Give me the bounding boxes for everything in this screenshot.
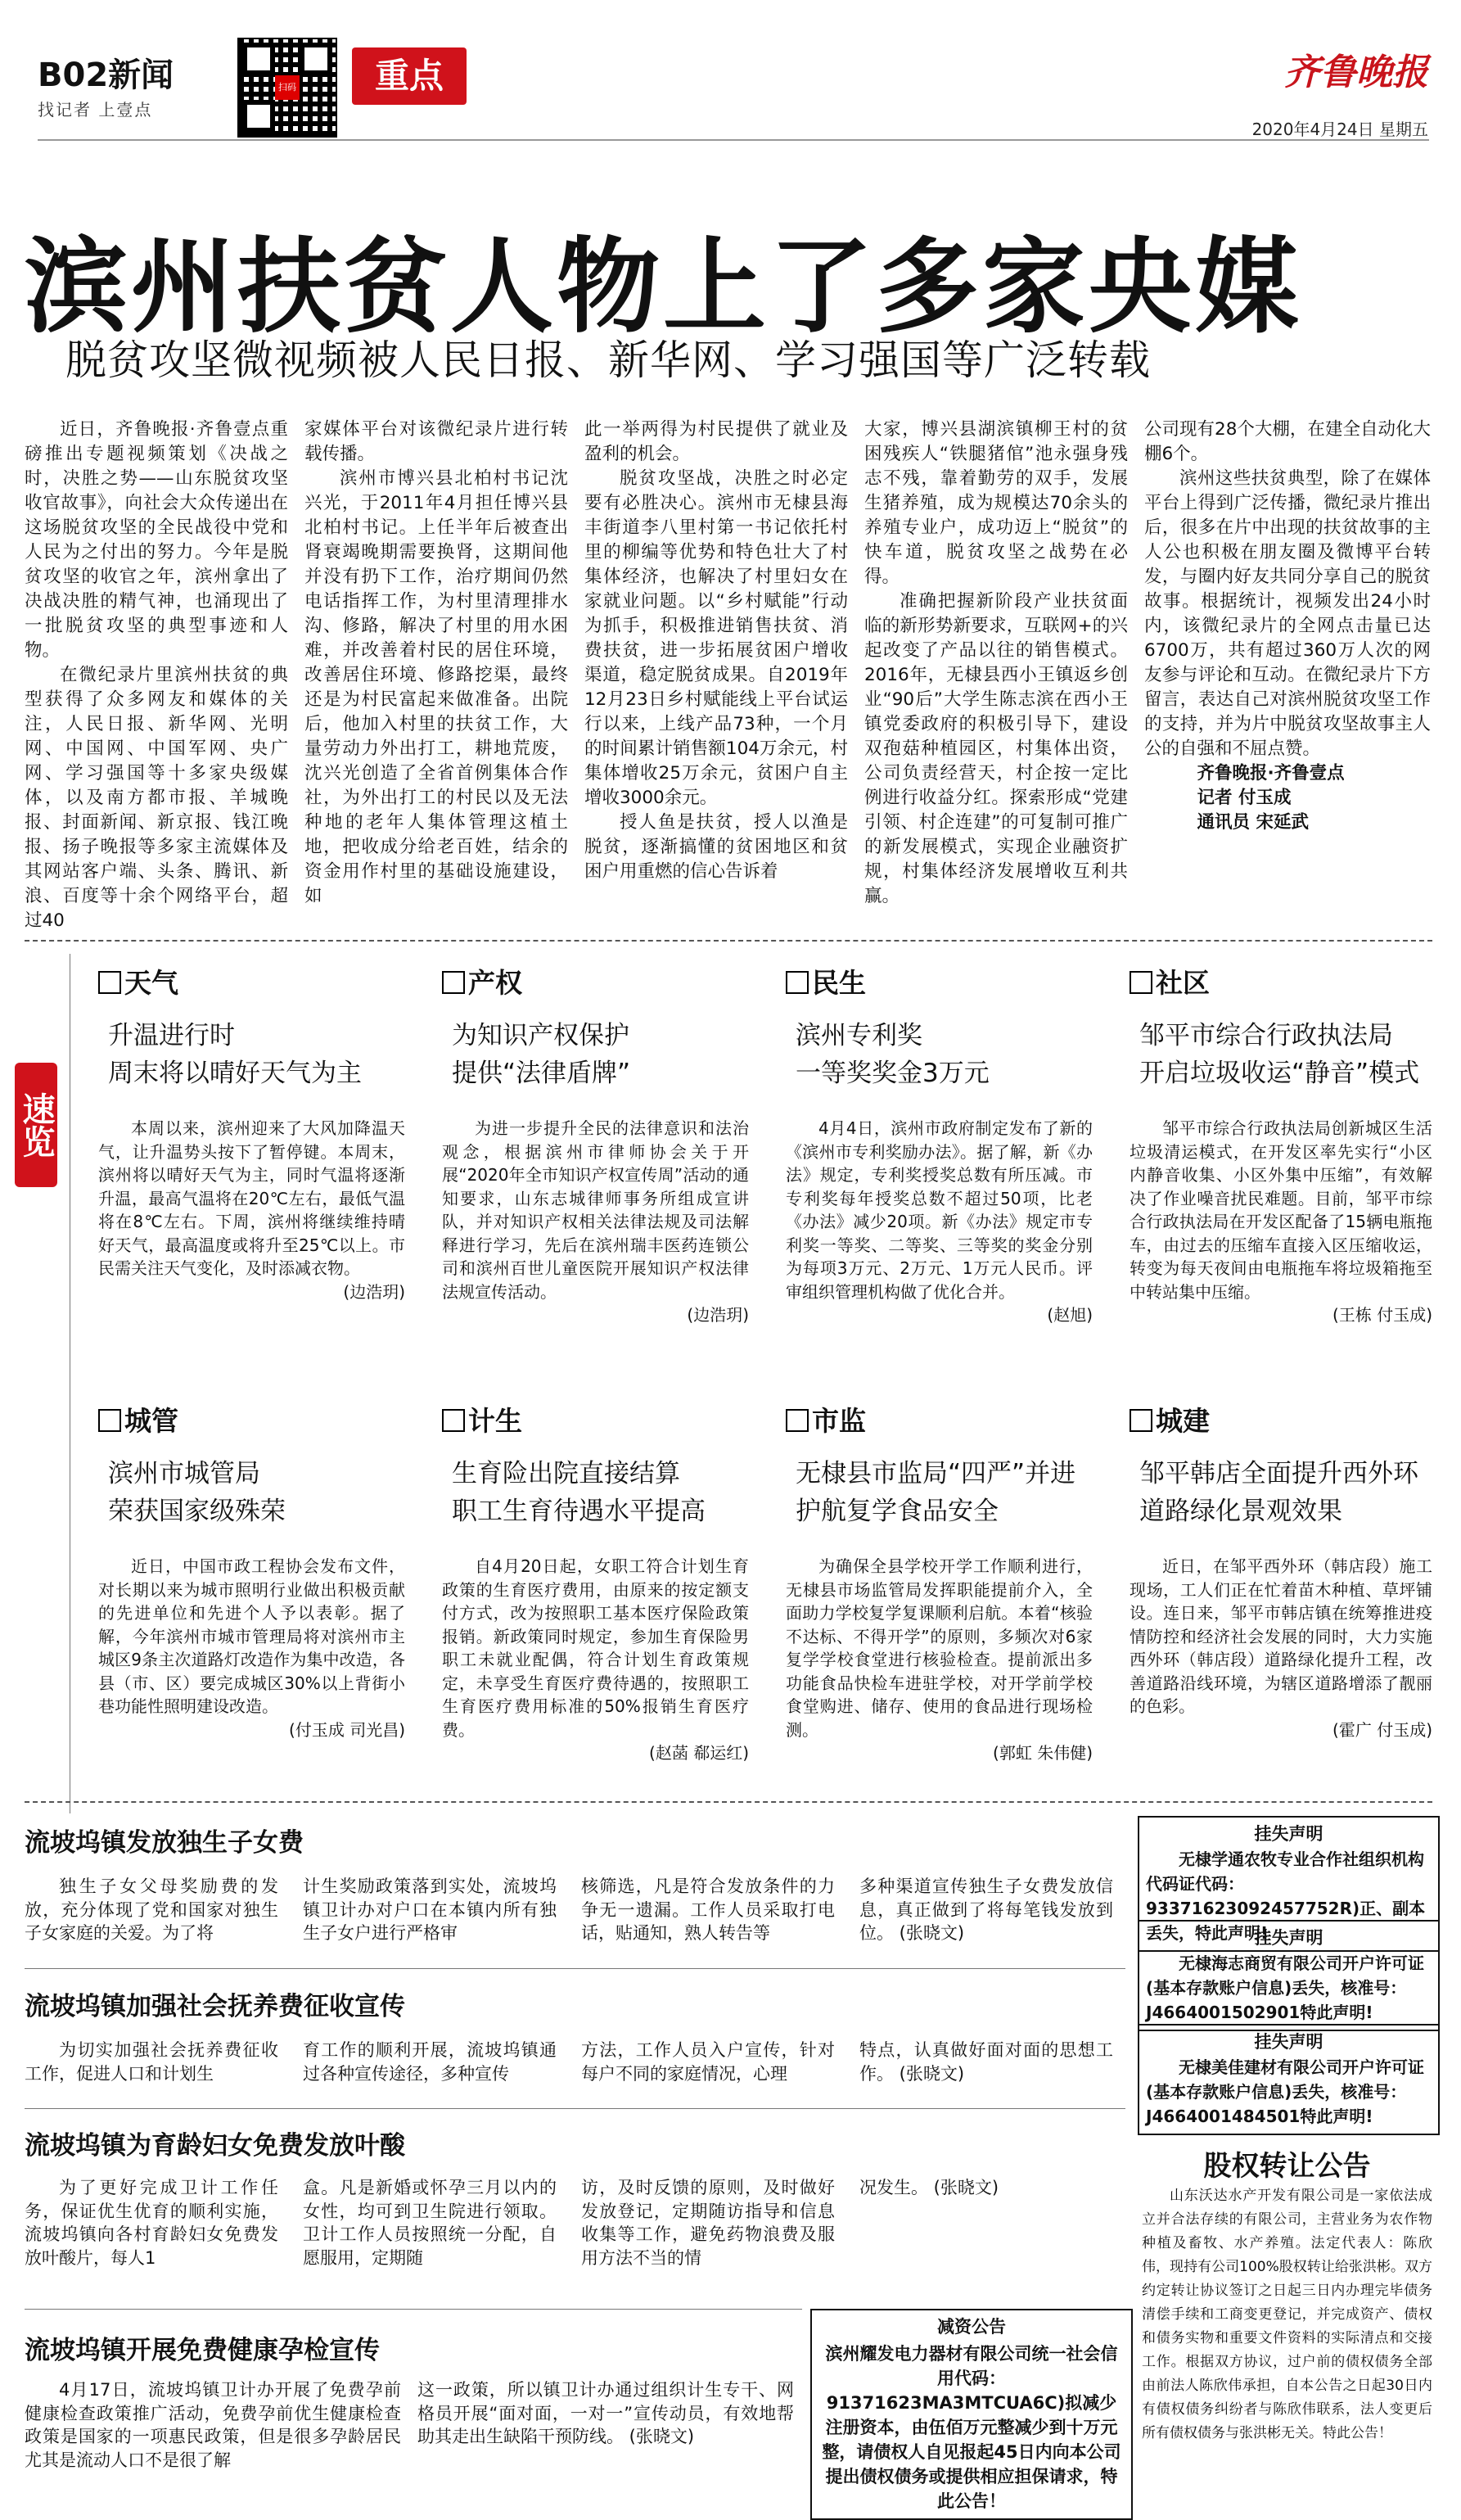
checkbox-icon [786, 1409, 809, 1432]
paragraph: 在微纪录片里滨州扶贫的典型获得了众多网友和媒体的关注，人民日报、新华网、光明网、中国网、中国军网、央广网、学习强国等十多家央级媒体，以及南方都市报、羊城晚报、封面新闻、新京报、钱江晚报、扬子晚报等多家主流媒体及其网站客户端、头条、腾讯、新浪、百度等十余个网络平台，超过40 [25, 665, 288, 931]
byline-correspondent: 通讯员 宋延武 [1197, 812, 1309, 833]
article-column-1 [25, 418, 288, 933]
brief-category: 产权 [468, 967, 522, 999]
capital-reduction-notice [810, 2309, 1133, 2520]
brief-author: (王栋 付玉成) [1332, 1305, 1432, 1325]
header-divider [38, 139, 1429, 141]
brief-author: (赵旭) [1047, 1305, 1093, 1325]
news-divider [25, 2108, 1125, 2109]
notice-body: 无棣学通农牧专业合作社组织机构代码证代码：93371623092457752R)正、副本丢失，特此声明! [1146, 1849, 1426, 1943]
subheadline: 脱贫攻坚微视频被人民日报、新华网、学习强国等广泛转载 [65, 336, 1151, 384]
checkbox-icon [786, 971, 809, 994]
brief-category: 计生 [468, 1405, 522, 1437]
article-column-2 [304, 418, 568, 909]
brief-author: (霍广 付玉成) [1332, 1719, 1432, 1740]
news-title: 流坡坞镇发放独生子女费 [25, 1828, 304, 1858]
brand-logo: 齐鲁晚报 [1284, 52, 1428, 93]
notice-body: 滨州耀发电力器材有限公司统一社会信用代码：91371623MA3MTCUA6C)拟减少注册资本，由伍佰万元整减少到十万元整，请债权人自见报起45日内向本公司提出债权债务或提供相应担保请求，特此公告！ [822, 2344, 1121, 2511]
brief-urban-mgmt [98, 1400, 405, 1741]
checkbox-icon [1130, 971, 1152, 994]
brief-body: 本周以来，滨州迎来了大风加降温天气，让升温势头按下了暂停键。本周末，滨州将以晴好天气为主，同时气温将逐渐升温，最高气温将在20℃左右，最低气温将在8℃左右。下周，滨州将继续维持晴好天气，最高温度或将升至25℃以上。市民需关注天气变化，及时添减衣物。 [98, 1118, 405, 1278]
section-tag: 重点 [352, 47, 467, 105]
paragraph: 山东沃达水产开发有限公司是一家依法成立并合法存续的有限公司，主营业务为农作物种植及畜牧、水产养殖。法定代表人：陈欣伟，现持有公司100%股权转让给张洪彬。双方约定转让协议签订之日起三日内办理完毕债务清偿手续和工商变更登记，并完成资产、债权和债务实物和重要文件资料的实际清点和交接工作。根据双方协议，过户前的债权债务全部由前法人陈欣伟承担，自本公告之日起30日内有债权债务纠纷者与陈欣伟联系，法人变更后所有债权债务与张洪彬无关。特此公告！ [1142, 2188, 1432, 2441]
brief-title-line: 升温进行时 [108, 1021, 235, 1050]
news-divider [25, 1968, 1125, 1969]
brief-body: 近日，中国市政工程协会发布文件，对长期以来为城市照明行业做出积极贡献的先进单位和先进个人予以表彰。据了解，今年滨州市城市管理局将对滨州市主城区9条主次道路灯改造作为集中改造，各县（市、区）要完成城区30%以上背街小巷功能性照明建设改造。 [98, 1556, 405, 1716]
news-column [25, 2039, 278, 2085]
paragraph: 核筛选，凡是符合发放条件的力争无一遗漏。工作人员采取打电话，贴通知，熟人转告等 [581, 1876, 835, 1943]
checkbox-icon [98, 1409, 121, 1432]
paragraph: 准确把握新阶段产业扶贫面临的新形势新要求，互联网+的兴起改变了产品以往的销售模式。2016年，无棣县西小王镇返乡创业“90后”大学生陈志滨在西小王镇党委政府的积极引导下，建设双孢菇种植园区，村集体出资，公司负责经营天，村企按一定比例进行收益分红。探索形成“党建引领、村企连建”的可复制可推广的新发展模式，实现企业融资扩规，村集体经济发展增收互利共赢。 [864, 591, 1128, 906]
paragraph: 滨州市博兴县北柏村书记沈兴光，于2011年4月担任博兴县北柏村书记。上任半年后被查出肾衰竭晚期需要换肾，这期间他并没有扔下工作，治疗期间仍然电话指挥工作，为村里清理排水沟、修路，解决了村里的用水困难，并改善着村民的居住环境，改善居住环境、修路挖渠，最终还是为村民富起来做准备。出院后，他加入村里的扶贫工作，大量劳动力外出打工，耕地荒废，沈兴光创造了全省首例集体合作社，为外出打工的村民以及无法种地的老年人集体管理这植土地，把收成分给老百姓，结余的资金用作村里的基础设施建设，如 [304, 468, 568, 906]
news-column [859, 2039, 1113, 2085]
paragraph: 育工作的顺利开展，流坡坞镇通过各种宣传途径，多种宣传 [303, 2040, 557, 2084]
brief-title-line: 邹平市综合行政执法局 [1139, 1021, 1393, 1050]
paragraph: 访，及时反馈的原则，及时做好发放登记，定期随访指导和信息收集等工作，避免药物浪费及服用方法不当的情 [581, 2178, 835, 2268]
qr-code[interactable] [237, 38, 337, 138]
brief-market-supervision [786, 1400, 1093, 1765]
page-code: B02新闻 [38, 56, 174, 94]
news-column [25, 1875, 278, 1945]
brief-title-line: 提供“法律盾牌” [452, 1059, 631, 1088]
brief-title-line: 职工生育待遇水平提高 [452, 1497, 706, 1526]
brief-category: 天气 [124, 967, 178, 999]
brief-title-line: 滨州专利奖 [796, 1021, 922, 1050]
share-notice-body [1142, 2184, 1432, 2445]
briefs-label: 速览 [15, 1063, 57, 1187]
paragraph: 滨州这些扶贫典型，除了在媒体平台上得到广泛传播，微纪录片推出后，很多在片中出现的扶贫故事的主人公也积极在朋友圈及微博平台转发，与圈内好友共同分享自己的脱贫故事。根据统计，视频发出24小时内，该微纪录片的全网点击量已达6700万，共有超过360万人次的网友参与评论和互动。在微纪录片下方留言，表达自己对滨州脱贫攻坚工作的支持，并为片中脱贫攻坚故事主人公的自强和不屈点赞。 [1144, 468, 1431, 759]
brief-body: 4月4日，滨州市政府制定发布了新的《滨州市专利奖励办法》。据了解，新《办法》规定，专利奖授奖总数有所压减。市专利奖每年授奖总数不超过50项，比老《办法》减少20项。新《办法》规定市专利奖一等奖、二等奖、三等奖的奖金分别为每项3万元、2万元、1万元人民币。评审组织管理机构做了优化合并。 [786, 1118, 1093, 1302]
news-column [859, 2176, 1113, 2200]
brief-author: (郭虹 朱伟健) [993, 1743, 1093, 1763]
paragraph: 家媒体平台对该微纪录片进行转载传播。 [304, 419, 568, 464]
paragraph: 特点，认真做好面对面的思想工作。 (张晓文) [859, 2040, 1113, 2084]
news-column [859, 1875, 1113, 1945]
news-column [417, 2378, 794, 2449]
checkbox-icon [442, 971, 465, 994]
brief-body: 自4月20日起，女职工符合计划生育政策的生育医疗费用，由原来的按定额支付方式，改为按照职工基本医疗保险政策报销。新政策同时规定，参加生育保险男职工未就业配偶，符合计划生育政策规定，未享受生育医疗费待遇的，按照职工生育医疗费用标准的50%报销生育医疗费。 [442, 1556, 749, 1740]
brief-author: (赵菡 郗运红) [649, 1743, 749, 1763]
brief-category: 民生 [812, 967, 866, 999]
section-divider [25, 940, 1432, 942]
brief-ip [442, 962, 749, 1327]
paragraph: 盒。凡是新婚或怀孕三月以内的女性，均可到卫生院进行领取。卫计工作人员按照统一分配，自愿服用，定期随 [303, 2178, 557, 2268]
news-title: 流坡坞镇开展免费健康孕检宣传 [25, 2336, 380, 2365]
brief-weather [98, 962, 405, 1303]
paragraph: 大家，博兴县湖滨镇柳王村的贫困残疾人“铁腿猪倌”池永强身残志不残，靠着勤劳的双手，发展生猪养殖，成为规模达70余头的养殖专业户，成功迈上“脱贫”的快车道，脱贫攻坚之战势在必得。 [864, 419, 1128, 587]
checkbox-icon [442, 1409, 465, 1432]
news-divider [25, 2309, 802, 2310]
paragraph: 近日，齐鲁晚报·齐鲁壹点重磅推出专题视频策划《决战之时，决胜之势——山东脱贫攻坚收官故事》，向社会大众传递出在这场脱贫攻坚的全民战役中党和人民为之付出的努力。今年是脱贫攻坚的收官之年，滨州拿出了决战决胜的精气神，也涌现出了一批脱贫攻坚的典型事迹和人物。 [25, 419, 288, 661]
brief-family-planning [442, 1400, 749, 1765]
news-column [581, 1875, 835, 1945]
article-column-4 [864, 418, 1128, 909]
paragraph: 况发生。 (张晓文) [859, 2178, 999, 2197]
brief-title-line: 荣获国家级殊荣 [108, 1497, 286, 1526]
paragraph: 为切实加强社会抚养费征收工作，促进人口和计划生 [25, 2040, 278, 2084]
paragraph: 计生奖励政策落到实处，流坡坞镇卫计办对户口在本镇内所有独生子女户进行严格审 [303, 1876, 557, 1943]
brief-title-line: 滨州市城管局 [108, 1459, 260, 1488]
brief-body: 邹平市综合行政执法局创新城区生活垃圾清运模式，在开发区率先实行“小区内静音收集、小区外集中压缩”，有效解决了作业噪音扰民难题。目前，邹平市综合行政执法局在开发区配备了15辆电瓶拖车，由过去的压缩车直接入区压缩收运，转变为每天夜间由电瓶拖车将垃圾箱拖至中转站集中压缩。 [1130, 1118, 1432, 1302]
paragraph: 方法，工作人员入户宣传，针对每户不同的家庭情况，心理 [581, 2040, 835, 2084]
lost-notice-3 [1138, 2024, 1440, 2135]
brief-category: 城建 [1156, 1405, 1210, 1437]
section-divider [25, 1801, 1432, 1803]
brief-community [1130, 962, 1432, 1327]
paragraph: 脱贫攻坚战，决胜之时必定要有必胜决心。滨州市无棣县海丰街道李八里村第一书记依托村里的柳编等优势和特色壮大了村集体经济，也解决了村里妇女在家就业问题。以“乡村赋能”行动为抓手，积极推进销售扶贫、消费扶贫，进一步拓展贫困户增收渠道，稳定脱贫成果。自2019年12月23日乡村赋能线上平台试运行以来，上线产品73种，一个月的时间累计销售额104万余元，村集体增收25万余元，贫困户自主增收3000余元。 [584, 468, 848, 808]
news-title: 流坡坞镇加强社会抚养费征收宣传 [25, 1992, 405, 2021]
news-column [303, 1875, 557, 1945]
brief-body: 为进一步提升全民的法律意识和法治观念，根据滨州市律师协会关于开展“2020年全市知识产权宣传周”活动的通知要求，山东志城律师事务所组成宣讲队，并对知识产权相关法律法规及司法解释进行学习，先后在滨州瑞丰医药连锁公司和滨州百世儿童医院开展知识产权法律法规宣传活动。 [442, 1118, 749, 1302]
paragraph: 4月17日，流坡坞镇卫计办开展了免费孕前健康检查政策推广活动，免费孕前优生健康检查政策是国家的一项惠民政策，但是很多孕龄居民尤其是流动人口不是很了解 [25, 2380, 401, 2470]
brief-title-line: 为知识产权保护 [452, 1021, 629, 1050]
brief-title-line: 护航复学食品安全 [796, 1497, 999, 1526]
news-column [303, 2039, 557, 2085]
brief-category: 社区 [1156, 967, 1210, 999]
byline-outlet: 齐鲁晚报·齐鲁壹点 [1197, 763, 1345, 784]
issue-date: 2020年4月24日 星期五 [1251, 120, 1428, 139]
brief-livelihood [786, 962, 1093, 1327]
notice-body: 无棣海志商贸有限公司开户许可证(基本存款账户信息)丢失，核准号：J4664001502901特此声明! [1146, 1953, 1424, 2022]
news-column [25, 2176, 278, 2269]
news-title: 流坡坞镇为育龄妇女免费发放叶酸 [25, 2131, 405, 2161]
brief-body: 近日，在邹平西外环（韩店段）施工现场，工人们正在忙着苗木种植、草坪铺设。连日来，邹平市韩店镇在统筹推进疫情防控和经济社会发展的同时，大力实施西外环（韩店段）道路绿化提升工程，改善道路沿线环境，为辖区道路增添了靓丽的色彩。 [1130, 1556, 1432, 1716]
brief-category: 市监 [812, 1405, 866, 1437]
paragraph: 为了更好完成卫计工作任务，保证优生优育的顺利实施，流坡坞镇向各村育龄妇女免费发放叶酸片，每人1 [25, 2178, 278, 2268]
lost-notice-2 [1138, 1920, 1440, 2031]
paragraph: 这一政策，所以镇卫计办通过组织计生专干、网格员开展“面对面，一对一”宣传动员，有效地帮助其走出生缺陷干预防线。 (张晓文) [417, 2380, 794, 2446]
brief-title-line: 邹平韩店全面提升西外环 [1139, 1459, 1418, 1488]
brief-title-line: 周末将以晴好天气为主 [108, 1059, 362, 1088]
paragraph: 独生子女父母奖励费的发放，充分体现了党和国家对独生子女家庭的关爱。为了将 [25, 1876, 278, 1943]
brief-title-line: 开启垃圾收运“静音”模式 [1139, 1059, 1420, 1088]
paragraph: 授人鱼是扶贫，授人以渔是脱贫，逐渐搞懂的贫困地区和贫困户用重燃的信心告诉着 [584, 812, 848, 882]
brief-author: (边浩玥) [687, 1305, 749, 1325]
brief-title-line: 一等奖奖金3万元 [796, 1059, 990, 1088]
brief-author: (边浩玥) [343, 1281, 405, 1302]
brief-body: 为确保全县学校开学工作顺利进行，无棣县市场监管局发挥职能提前介入，全面助力学校复学复课顺利启航。本着“核验不达标、不得开学”的原则，多频次对6家复学学校食堂进行核验检查。提前派出多功能食品快检车进驻学校，对开学前学校食堂购进、储存、使用的食品进行现场检测。 [786, 1556, 1093, 1740]
brief-title-line: 道路绿化景观效果 [1139, 1497, 1342, 1526]
brief-category: 城管 [124, 1405, 178, 1437]
slogan: 找记者 上壹点 [38, 100, 153, 120]
article-column-5 [1144, 418, 1431, 835]
notice-title: 挂失声明 [1254, 1824, 1323, 1844]
paragraph: 公司现有28个大棚，在建全自动化大棚6个。 [1144, 419, 1431, 464]
headline: 滨州扶贫人物上了多家央媒 [25, 227, 1301, 347]
checkbox-icon [1130, 1409, 1152, 1432]
notice-title: 减资公告 [937, 2317, 1006, 2337]
checkbox-icon [98, 971, 121, 994]
qr-label: 扫码 [275, 75, 300, 100]
brief-urban-construction [1130, 1400, 1432, 1741]
news-column [581, 2039, 835, 2085]
paragraph: 此一举两得为村民提供了就业及盈利的机会。 [584, 419, 848, 464]
paragraph: 多种渠道宣传独生子女费发放信息，真正做到了将每笔钱发放到位。 (张晓文) [859, 1876, 1113, 1943]
article-column-3 [584, 418, 848, 884]
notice-title: 挂失声明 [1254, 1928, 1323, 1948]
notice-title: 挂失声明 [1254, 2032, 1323, 2052]
news-column [581, 2176, 835, 2269]
byline-reporter: 记者 付玉成 [1197, 788, 1292, 808]
notice-body: 无棣美佳建材有限公司开户许可证(基本存款账户信息)丢失，核准号：J4664001484501特此声明! [1146, 2057, 1424, 2126]
news-column [303, 2176, 557, 2269]
brief-author: (付玉成 司光昌) [289, 1719, 405, 1740]
brief-title-line: 无棣县市监局“四严”并进 [796, 1459, 1076, 1488]
brief-title-line: 生育险出院直接结算 [452, 1459, 680, 1488]
news-column [25, 2378, 401, 2472]
share-notice-title: 股权转让公告 [1203, 2150, 1371, 2183]
